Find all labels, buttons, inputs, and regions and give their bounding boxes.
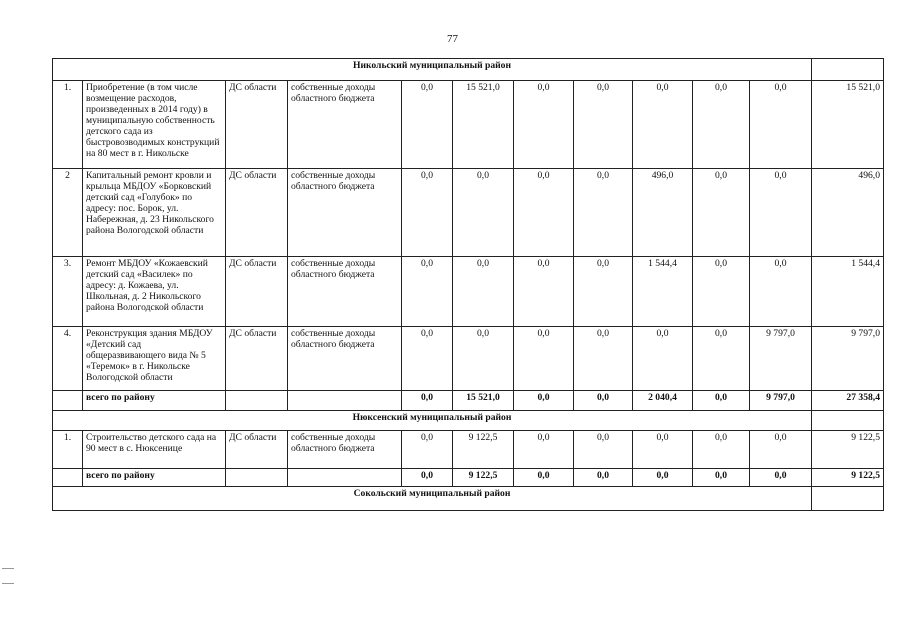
- section-header-row: [53, 487, 884, 511]
- value-cell: 0,0: [633, 81, 693, 169]
- table-row: [53, 169, 884, 257]
- object-category: ДС области: [226, 257, 288, 327]
- value-cell: 15 521,0: [453, 81, 514, 169]
- value-cell: 0,0: [574, 81, 633, 169]
- margin-mark: [2, 583, 14, 584]
- total-value: 0,0: [693, 469, 750, 487]
- value-cell: 0,0: [514, 257, 574, 327]
- total-value: 9 122,5: [453, 469, 514, 487]
- value-cell: 0,0: [693, 81, 750, 169]
- value-cell: 0,0: [514, 327, 574, 391]
- funding-source: собственные доходы областного бюджета: [288, 431, 402, 469]
- value-cell: 0,0: [453, 327, 514, 391]
- section-header-row: [53, 411, 884, 431]
- total-value: 0,0: [693, 391, 750, 411]
- object-name: Приобретение (в том числе возмещение расходов, произведенных в 2014 году) в муниципальную собственность детского сада из быстровозводимых конструкций на 80 мест в г. Никольске: [83, 81, 226, 169]
- total-empty-cell: [226, 391, 288, 411]
- value-cell: 15 521,0: [812, 81, 884, 169]
- total-label: всего по району: [83, 391, 226, 411]
- funding-source: собственные доходы областного бюджета: [288, 327, 402, 391]
- value-cell: 0,0: [574, 257, 633, 327]
- value-cell: 496,0: [812, 169, 884, 257]
- page-number: 77: [447, 33, 458, 45]
- margin-mark: [2, 568, 14, 569]
- value-cell: 0,0: [402, 81, 453, 169]
- value-cell: 0,0: [453, 169, 514, 257]
- value-cell: 0,0: [633, 327, 693, 391]
- total-value: 27 358,4: [812, 391, 884, 411]
- section-side-cell: [812, 487, 884, 511]
- value-cell: 0,0: [750, 431, 812, 469]
- value-cell: 0,0: [453, 257, 514, 327]
- value-cell: 0,0: [693, 169, 750, 257]
- budget-table: [52, 58, 884, 511]
- total-value: 0,0: [402, 391, 453, 411]
- value-cell: 0,0: [402, 169, 453, 257]
- row-number: 1.: [53, 431, 83, 469]
- value-cell: 0,0: [574, 431, 633, 469]
- total-value: 0,0: [633, 469, 693, 487]
- value-cell: 0,0: [402, 327, 453, 391]
- value-cell: 496,0: [633, 169, 693, 257]
- total-value: 0,0: [402, 469, 453, 487]
- total-empty-cell: [288, 391, 402, 411]
- object-name: Реконструкция здания МБДОУ «Детский сад общеразвивающего вида № 5 «Теремок» в г. Никольске Вологодской области: [83, 327, 226, 391]
- value-cell: 0,0: [693, 257, 750, 327]
- section-header-row: [53, 59, 884, 81]
- table-row: [53, 257, 884, 327]
- section-title: Сокольский муниципальный район: [53, 487, 812, 511]
- row-number: 1.: [53, 81, 83, 169]
- value-cell: 0,0: [514, 81, 574, 169]
- total-row: [53, 391, 884, 411]
- table-row: [53, 431, 884, 469]
- total-empty-cell: [53, 391, 83, 411]
- total-value: 0,0: [514, 391, 574, 411]
- value-cell: 1 544,4: [812, 257, 884, 327]
- object-category: ДС области: [226, 81, 288, 169]
- value-cell: 0,0: [750, 81, 812, 169]
- total-value: 9 122,5: [812, 469, 884, 487]
- value-cell: 1 544,4: [633, 257, 693, 327]
- total-value: 15 521,0: [453, 391, 514, 411]
- object-name: Строительство детского сада на 90 мест в с. Нюксенице: [83, 431, 226, 469]
- value-cell: 0,0: [693, 431, 750, 469]
- total-value: 0,0: [574, 391, 633, 411]
- section-side-cell: [812, 59, 884, 81]
- row-number: 2: [53, 169, 83, 257]
- value-cell: 0,0: [750, 257, 812, 327]
- section-title: Никольский муниципальный район: [53, 59, 812, 81]
- value-cell: 0,0: [574, 169, 633, 257]
- value-cell: 9 122,5: [812, 431, 884, 469]
- value-cell: 0,0: [402, 431, 453, 469]
- value-cell: 0,0: [693, 327, 750, 391]
- value-cell: 9 122,5: [453, 431, 514, 469]
- object-category: ДС области: [226, 431, 288, 469]
- row-number: 3.: [53, 257, 83, 327]
- total-empty-cell: [53, 469, 83, 487]
- section-title: Нюксенский муниципальный район: [53, 411, 812, 431]
- value-cell: 0,0: [633, 431, 693, 469]
- section-side-cell: [812, 411, 884, 431]
- value-cell: 0,0: [574, 327, 633, 391]
- total-value: 0,0: [574, 469, 633, 487]
- value-cell: 0,0: [514, 169, 574, 257]
- object-name: Капитальный ремонт кровли и крыльца МБДОУ «Борковский детский сад «Голубок» по адресу: пос. Борок, ул. Набережная, д. 23 Никольского района Вологодской области: [83, 169, 226, 257]
- funding-source: собственные доходы областного бюджета: [288, 81, 402, 169]
- value-cell: 9 797,0: [750, 327, 812, 391]
- value-cell: 0,0: [750, 169, 812, 257]
- total-empty-cell: [226, 469, 288, 487]
- total-label: всего по району: [83, 469, 226, 487]
- table-row: [53, 327, 884, 391]
- row-number: 4.: [53, 327, 83, 391]
- total-value: 0,0: [750, 469, 812, 487]
- total-row: [53, 469, 884, 487]
- total-value: 9 797,0: [750, 391, 812, 411]
- value-cell: 9 797,0: [812, 327, 884, 391]
- table-row: [53, 81, 884, 169]
- value-cell: 0,0: [402, 257, 453, 327]
- object-category: ДС области: [226, 327, 288, 391]
- value-cell: 0,0: [514, 431, 574, 469]
- object-name: Ремонт МБДОУ «Кожаевский детский сад «Василек» по адресу: д. Кожаева, ул. Школьная, д. 2 Никольского района Вологодской области: [83, 257, 226, 327]
- total-value: 2 040,4: [633, 391, 693, 411]
- object-category: ДС области: [226, 169, 288, 257]
- total-empty-cell: [288, 469, 402, 487]
- total-value: 0,0: [514, 469, 574, 487]
- funding-source: собственные доходы областного бюджета: [288, 169, 402, 257]
- funding-source: собственные доходы областного бюджета: [288, 257, 402, 327]
